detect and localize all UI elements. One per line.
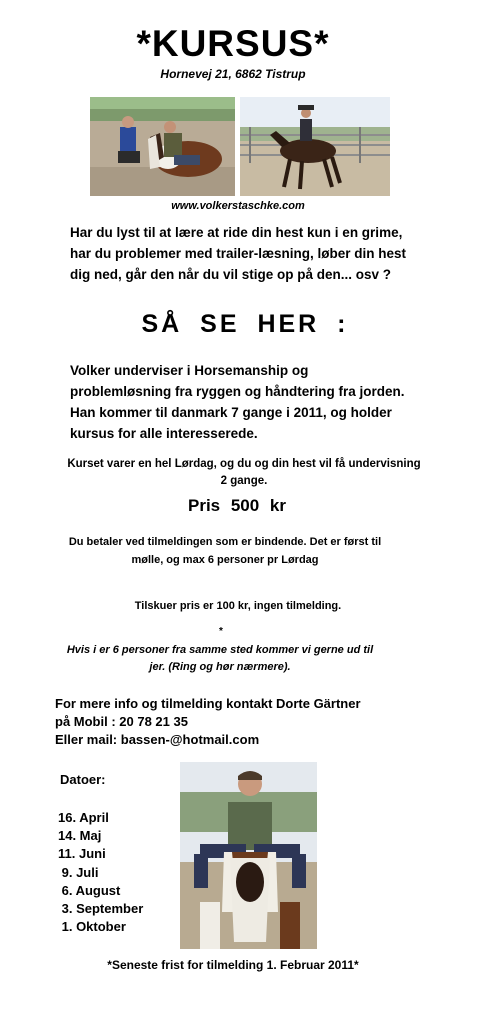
contact-info	[55, 695, 435, 749]
flyer-title: *KURSUS*	[136, 23, 330, 64]
date-item: 6. August	[58, 882, 121, 898]
photo-man-on-pinto-horse	[180, 762, 317, 949]
date-item: 16. April	[58, 810, 109, 825]
price: Pris 500 kr	[187, 496, 286, 515]
photo-horse-lying-down	[90, 97, 235, 196]
address: Hornevej 21, 6862 Tistrup	[160, 67, 306, 81]
contact-line: For mere info og tilmelding kontakt Dorte Gärtner	[55, 696, 361, 711]
contact-phone: på Mobil : 20 78 21 35	[55, 714, 188, 729]
intro-paragraph: Har du lyst til at lære at ride din hest kun i en grime, har du problemer med trailer-læsning, løber din hest dig ned, går den når du vil stige op på den... osv ?	[70, 225, 407, 282]
payment-info: Du betaler ved tilmeldingen som er bindende. Det er først til mølle, og max 6 personer pr Lørdag	[68, 536, 382, 566]
date-item: 11. Juni	[58, 846, 106, 862]
dates-heading: Datoer:	[60, 772, 106, 787]
date-item: 9. Juli	[58, 864, 99, 880]
spectator-price: Tilskuer pris er 100 kr, ingen tilmelding.	[134, 600, 342, 612]
course-info: Kurset varer en hel Lørdag, og du og din hest vil få undervisning 2 gange.	[67, 458, 421, 487]
contact-email: Eller mail: bassen-@hotmail.com	[55, 732, 260, 747]
photo-rider-in-arena	[240, 97, 390, 196]
headline: SÅ SE HER :	[141, 310, 349, 338]
dates-list	[58, 809, 143, 936]
registration-deadline: *Seneste frist for tilmelding 1. Februar 2011*	[107, 958, 359, 972]
star-separator: *	[219, 626, 223, 637]
date-item: 14. Maj	[58, 828, 102, 844]
website-link[interactable]: www.volkerstaschke.com	[171, 200, 305, 212]
date-item: 3. September	[58, 901, 144, 917]
date-item: 1. Oktober	[58, 919, 126, 935]
about-paragraph: Volker underviser i Horsemanship og problemløsning fra ryggen og håndtering fra jorden. Han kommer til danmark 7 gange i 2011, og holder kursus for alle interesserede.	[70, 363, 405, 441]
group-offer: Hvis i er 6 personer fra samme sted kommer vi gerne ud til jer. (Ring og hør nærmere).	[66, 644, 374, 673]
